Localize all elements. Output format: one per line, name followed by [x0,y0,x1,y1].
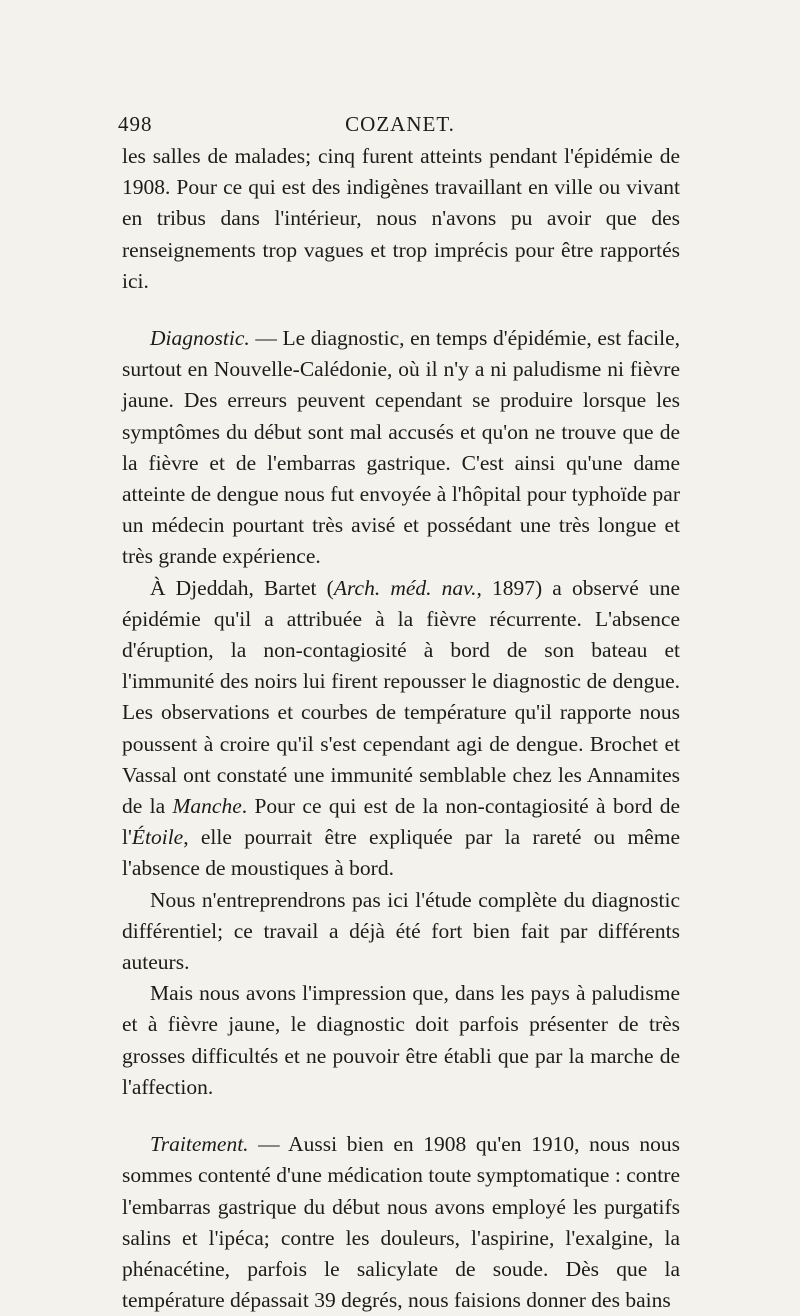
ship-name-etoile: Étoile [131,825,184,850]
ship-name-manche: Manche [172,794,242,819]
section-lead-diagnostic: Diagnostic. [150,326,250,351]
paragraph-impression: Mais nous avons l'impression que, dans les pays à paludisme et à fièvre jaune, le diagnostic doit parfois présenter de très grosses difficultés et ne pouvoir être établi que par la marche de l'affection. [122,981,680,1099]
section-lead-traitement: Traitement. [150,1132,249,1157]
page-body [122,141,680,1316]
paragraph-traitement: Traitement. — Aussi bien en 1908 qu'en 1910, nous nous sommes contenté d'une médication toute symptomatique : contre l'embarras gastrique du début nous avons employé les purgatifs salins et l'ipéca; contre les douleurs, l'aspirine, l'exalgine, la phénacétine, parfois le salicylate de soude. Dès que la température dépassait 39 degrés, nous faisions donner des bains [122,1132,680,1313]
paragraph-diagnostic: Diagnostic. — Le diagnostic, en temps d'épidémie, est facile, surtout en Nouvelle-Calédonie, où il n'y a ni paludisme ni fièvre jaune. Des erreurs peuvent cependant se produire lorsque les symptômes du début sont mal accusés et qu'on ne trouve que de la fièvre et de l'embarras gastrique. C'est ainsi qu'une dame atteinte de dengue nous fut envoyée à l'hôpital pour typhoïde par un médecin pourtant très avisé et possédant une très longue et très grande expérience. [122,326,680,569]
running-head: COZANET. [345,112,455,136]
paragraph-differential: Nous n'entreprendrons pas ici l'étude complète du diagnostic différentiel; ce travail a déjà été fort bien fait par différents auteurs. [122,887,680,975]
paragraph-djeddah: À Djeddah, Bartet (Arch. méd. nav., 1897) a observé une épidémie qu'il a attribuée à la fièvre récurrente. L'absence d'éruption, la non-contagiosité à bord de son bateau et l'immunité des noirs lui firent repousser le diagnostic de dengue. Les observations et courbes de température qu'il rapporte nous poussent à croire qu'il s'est cependant agi de dengue. Brochet et Vassal ont constaté une immunité semblable chez les Annamites de la Manche. Pour ce qui est de la non-contagiosité à bord de l'Étoile, elle pourrait être expliquée par la rareté ou même l'absence de moustiques à bord. [122,575,680,881]
page-number: 498 [118,112,153,136]
page-header [118,112,682,140]
journal-reference: Arch. méd. nav. [333,575,477,600]
paragraph-continuation: les salles de malades; cinq furent atteints pendant l'épidémie de 1908. Pour ce qui est des indigènes travaillant en ville ou vivant en tribus dans l'intérieur, nous n'avons pu avoir que des renseignements trop vagues et trop imprécis pour être rapportés ici. [122,144,680,293]
